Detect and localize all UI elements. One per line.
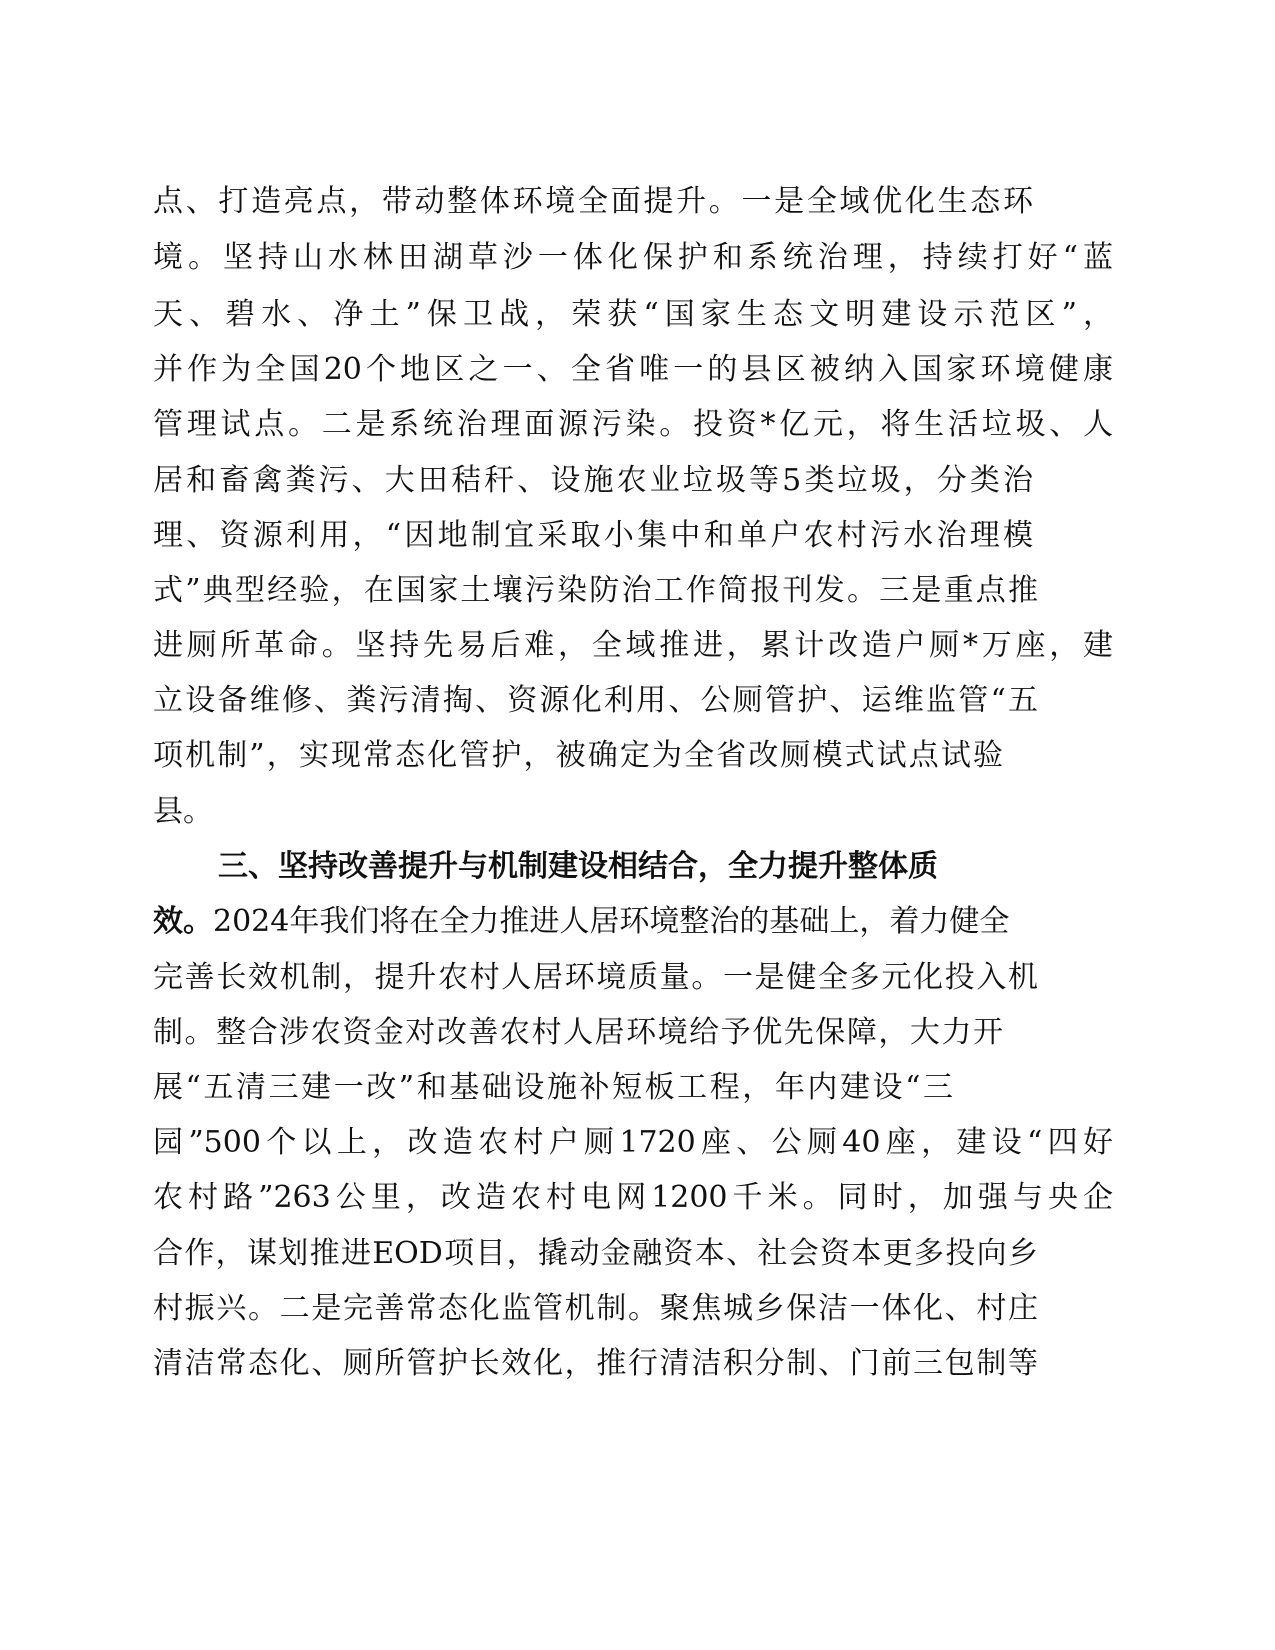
paragraph-1-line-5: 管理试点。二是系统治理面源污染。投资*亿元，将生活垃圾、人	[153, 407, 1113, 442]
section-3-line-1	[153, 902, 1113, 942]
section-3-line-7: 合作，谋划推进EOD项目，撬动金融资本、社会资本更多投向乡	[153, 1236, 1038, 1271]
paragraph-1-line-4: 并作为全国20个地区之一、全省唯一的县区被纳入国家环境健康	[153, 352, 1113, 387]
section-3-line-5: 园”500个以上，改造农村户厕1720座、公厕40座，建设“四好	[153, 1125, 1113, 1160]
paragraph-1-line-12: 县。	[153, 794, 213, 829]
paragraph-1-line-6: 居和畜禽粪污、大田秸秆、设施农业垃圾等5类垃圾，分类治	[153, 463, 1033, 498]
paragraph-1-line-10: 立设备维修、粪污清掏、资源化利用、公厕管护、运维监管“五	[153, 683, 1038, 718]
section-3-line-2: 完善长效机制，提升农村人居环境质量。一是健全多元化投入机	[153, 960, 1038, 995]
section-3-line-8: 村振兴。二是完善常态化监管机制。聚焦城乡保洁一体化、村庄	[153, 1291, 1038, 1326]
paragraph-1-line-3: 天、碧水、净土”保卫战，荣获“国家生态文明建设示范区”，	[153, 297, 1113, 332]
section-3-heading-continuation: 效。	[153, 904, 213, 939]
paragraph-1-line-8: 式”典型经验，在国家土壤污染防治工作简报刊发。三是重点推	[153, 573, 1038, 608]
paragraph-1-line-2: 境。坚持山水林田湖草沙一体化保护和系统治理，持续打好“蓝	[153, 240, 1113, 275]
paragraph-1-line-11: 项机制”，实现常态化管护，被确定为全省改厕模式试点试验	[153, 738, 1003, 773]
section-3-line-1-text: 2024年我们将在全力推进人居环境整治的基础上，着力健全	[213, 904, 1010, 939]
paragraph-1-line-1: 点、打造亮点，带动整体环境全面提升。一是全域优化生态环	[153, 184, 1033, 219]
paragraph-1-line-9: 进厕所革命。坚持先易后难，全域推进，累计改造户厕*万座，建	[153, 628, 1113, 663]
section-3-heading: 三、坚持改善提升与机制建设相结合，全力提升整体质	[218, 849, 938, 884]
section-3-line-4: 展“五清三建一改”和基础设施补短板工程，年内建设“三	[153, 1070, 953, 1105]
section-3-line-3: 制。整合涉农资金对改善农村人居环境给予优先保障，大力开	[153, 1015, 1003, 1050]
paragraph-1-line-7: 理、资源利用，“因地制宜采取小集中和单户农村污水治理模	[153, 518, 1033, 553]
section-3-line-9: 清洁常态化、厕所管护长效化，推行清洁积分制、门前三包制等	[153, 1346, 1038, 1381]
section-3-line-6: 农村路”263公里，改造农村电网1200千米。同时，加强与央企	[153, 1180, 1113, 1215]
